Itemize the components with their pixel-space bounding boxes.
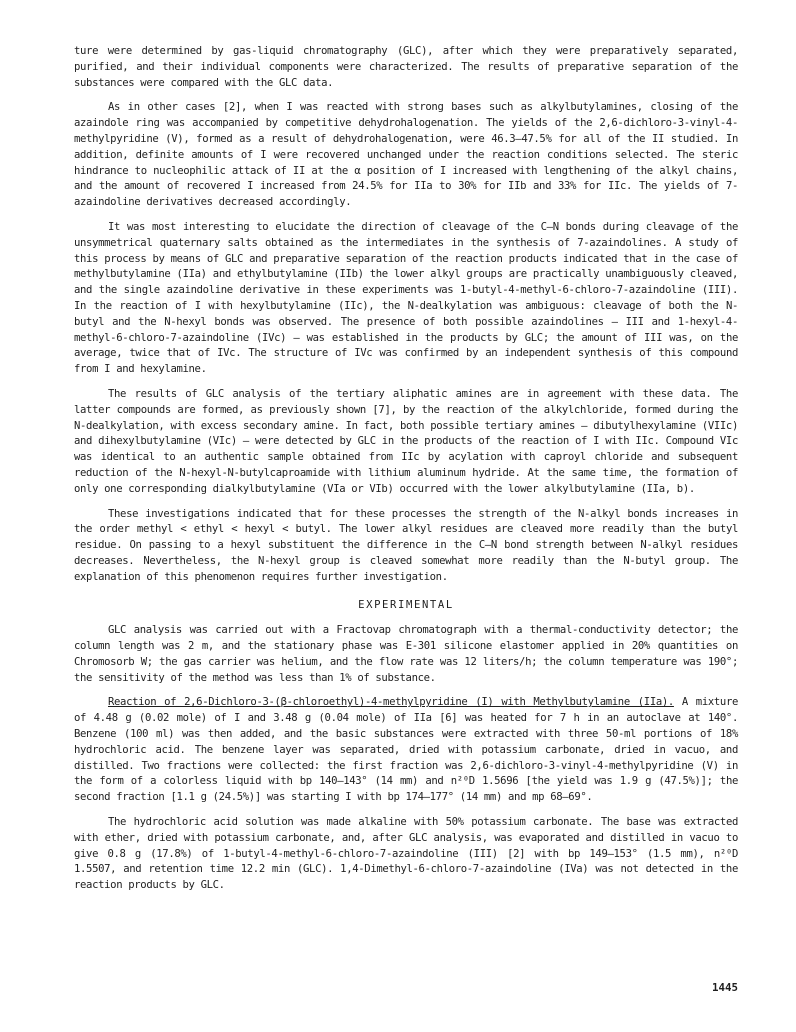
reaction-body: A mixture of 4.48 g (0.02 mole) of I and 3.48 g (0.04 mole) of IIa [6] was heated for 7 h in an autoclave at 140°. Benzene (100 ml) was then added, and the basic substances were extracted with three 50-ml portions of 18% hydrochloric acid. The benzene layer was separated, dried with potassium carbonate, dried in vacuo, and distilled. Two fractions were collected: the first fraction was 2,6-dichloro-3-vinyl-4-methylpyridine (V) in the form of a colorless liquid with bp 140–143° (14 mm) and n²⁰D 1.5696 [the yield was 1.9 g (47.5%)]; the second fraction [1.1 g (24.5%)] was starting I with bp 174–177° (14 mm) and mp 68–69°. <box>74 696 739 804</box>
paragraph-1: ture were determined by gas-liquid chromatography (GLC), after which they were preparatively separated, purified, and their individual components were characterized. The results of preparative separation of the substances were compared with the GLC data. <box>74 45 738 89</box>
paragraph-reaction <box>74 695 738 806</box>
section-heading-experimental: EXPERIMENTAL <box>358 598 454 611</box>
paragraph-final: The hydrochloric acid solution was made alkaline with 50% potassium carbonate. The base was extracted with ether, dried with potassium carbonate, and, after GLC analysis, was evaporated and distilled in vacuo to give 0.8 g (17.8%) of 1-butyl-4-methyl-6-chloro-7-azaindoline (III) [2] with bp 149–153° (1.5 mm), n²⁰D 1.5507, and retention time 12.2 min (GLC). 1,4-Dimethyl-6-chloro-7-azaindoline (IVa) was not detected in the reaction products by GLC. <box>74 816 738 892</box>
document-page <box>74 44 738 903</box>
page-number: 1445 <box>711 981 738 994</box>
paragraph-4: The results of GLC analysis of the tertiary aliphatic amines are in agreement with these data. The latter compounds are formed, as previously shown [7], by the reaction of the alkylchloride, formed during the N-dealkylation, with excess secondary amine. In fact, both possible tertiary amines – dibutylhexylamine (VIIc) and dihexylbutylamine (VIc) – were detected by GLC in the products of the reaction of I with IIc. Compound VIc was identical to an authentic sample obtained from IIc by acylation with caproyl chloride and subsequent reduction of the N-hexyl-N-butylcaproamide with lithium aluminum hydride. At the same time, the formation of only one corresponding dialkylbutylamine (VIa or VIb) occurred with the lower alkylbutylamine (IIa, b). <box>74 387 738 495</box>
paragraph-2: As in other cases [2], when I was reacted with strong bases such as alkylbutylamines, closing of the azaindole ring was accompanied by competitive dehydrohalogenation. The yields of the 2,6-dichloro-3-vinyl-4-methylpyridine (V), formed as a result of dehydrohalogenation, were 46.3–47.5% for all of the II studied. In addition, definite amounts of I were recovered unchanged under the reaction conditions selected. The steric hindrance to nucleophilic attack of II at the α position of I increased with lengthening of the alkyl chains, and the amount of recovered I increased from 24.5% for IIa to 30% for IIb and 33% for IIc. The yields of 7-azaindoline derivatives decreased accordingly. <box>74 101 738 209</box>
paragraph-3: It was most interesting to elucidate the direction of cleavage of the C–N bonds during cleavage of the unsymmetrical quaternary salts obtained as the intermediates in the synthesis of 7-azaindolines. A study of this process by means of GLC and preparative separation of the reaction products indicated that in the case of methylbutylamine (IIa) and ethylbutylamine (IIb) the lower alkyl groups are practically unambiguously cleaved, and the single azaindoline derivative in these experiments was 1-butyl-4-methyl-6-chloro-7-azaindoline (III). In the reaction of I with hexylbutylamine (IIc), the N-dealkylation was ambiguous: cleavage of both the N-butyl and the N-hexyl bonds was observed. The presence of both possible azaindolines – III and 1-hexyl-4-methyl-6-chloro-7-azaindoline (IVc) – was established in the products by GLC; the amount of III was, on the average, twice that of IVc. The structure of IVc was confirmed by an independent synthesis of this compound from I and hexylamine. <box>74 220 738 376</box>
paragraph-5: These investigations indicated that for these processes the strength of the N-alkyl bonds increases in the order methyl < ethyl < hexyl < butyl. The lower alkyl residues are cleaved more readily than the butyl residue. On passing to a hexyl substituent the difference in the C–N bond strength between N-alkyl residues decreases. Nevertheless, the N-hexyl group is cleaved somewhat more readily than the N-butyl group. The explanation of this phenomenon requires further investigation. <box>74 507 738 583</box>
paragraph-glc-analysis: GLC analysis was carried out with a Fractovap chromatograph with a thermal-conductivity detector; the column length was 2 m, and the stationary phase was E-301 silicone elastomer applied in 20% quantities on Chromosorb W; the gas carrier was helium, and the flow rate was 12 liters/h; the column temperature was 190°; the sensitivity of the method was less than 1% of substance. <box>74 624 738 684</box>
reaction-title: Reaction of 2,6-Dichloro-3-(β-chloroethyl)-4-methylpyridine (I) with Methylbutylamine (IIa). <box>108 696 674 709</box>
